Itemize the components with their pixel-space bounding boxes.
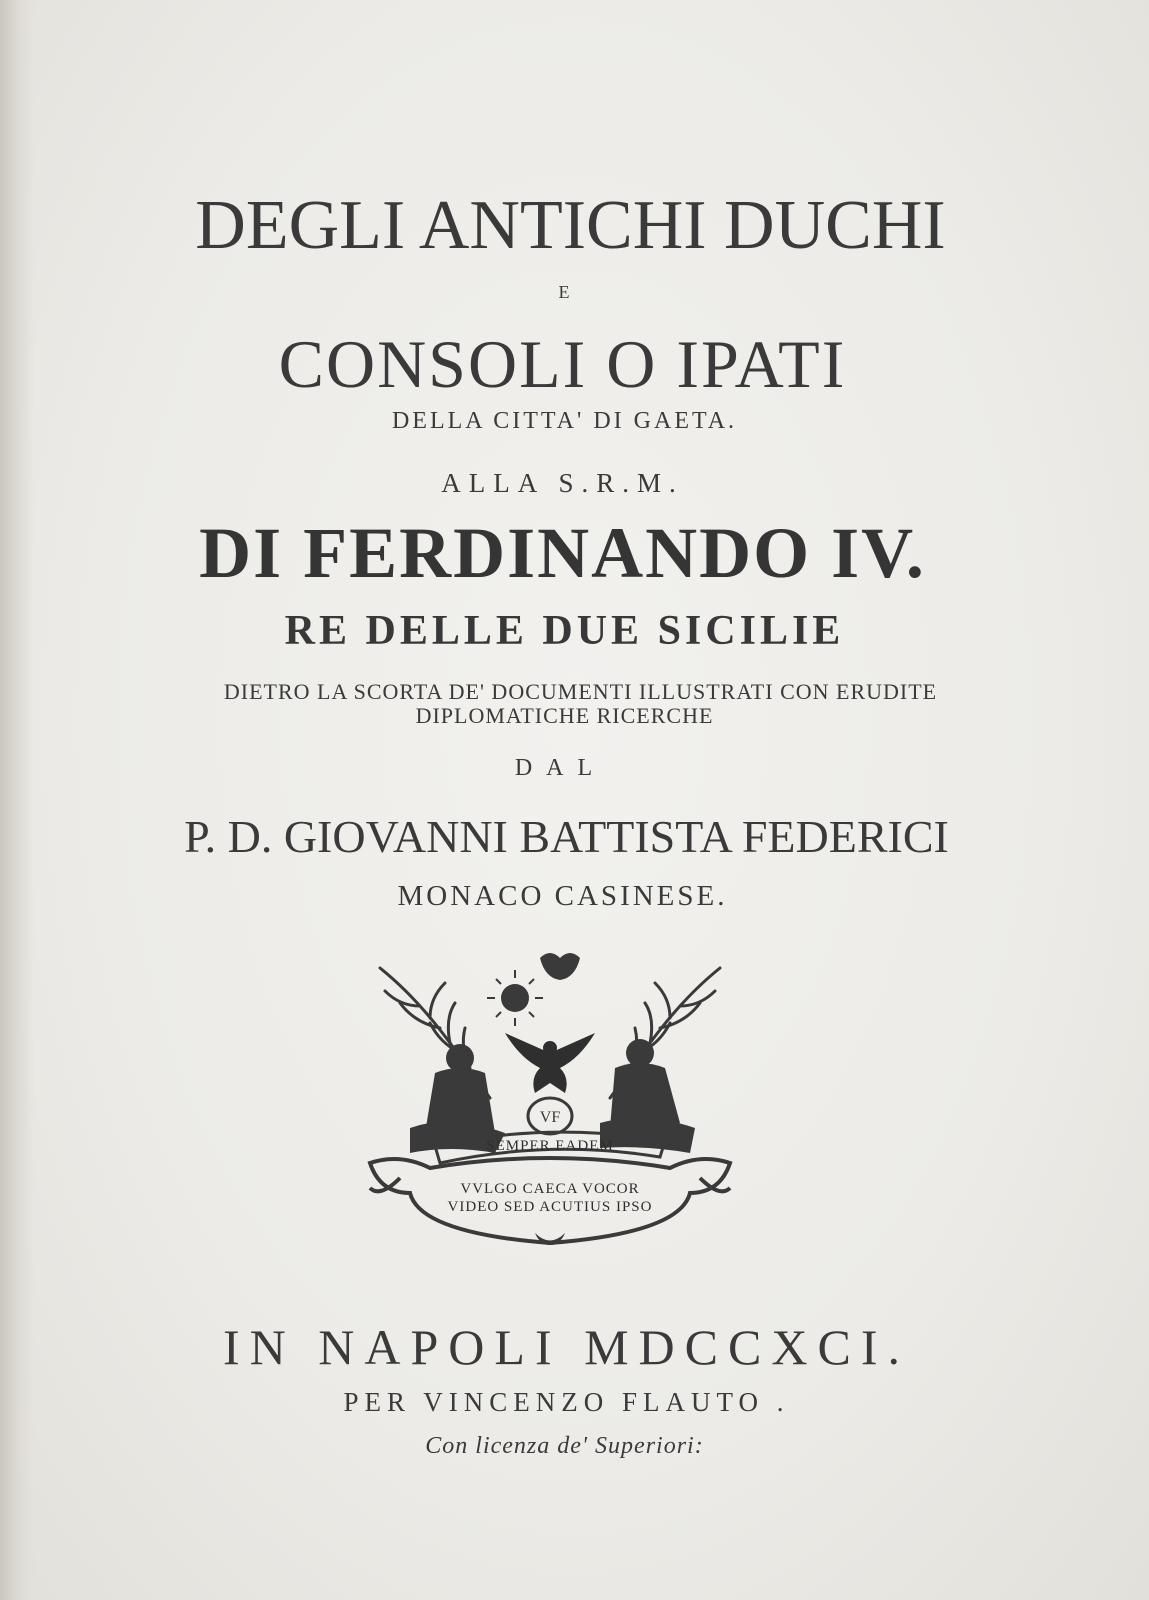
dedication-line: ALLA S.R.M. bbox=[441, 468, 684, 498]
sun-icon bbox=[487, 970, 543, 1026]
king-title: RE DELLE DUE SICILIE bbox=[284, 608, 845, 654]
imprint-place-year: IN NAPOLI MDCCXCI. bbox=[223, 1319, 910, 1375]
king-name: DI FERDINANDO IV. bbox=[199, 513, 926, 593]
author-name: P. D. GIOVANNI BATTISTA FEDERICI bbox=[184, 811, 949, 862]
emblem-banner-text: SEMPER EADEM bbox=[486, 1138, 614, 1154]
title-line-1: DEGLI ANTICHI DUCHI bbox=[195, 187, 946, 264]
city-line: DELLA CITTA' DI GAETA. bbox=[391, 408, 738, 434]
emblem-motto-line-2: VIDEO SED ACUTIUS IPSO bbox=[447, 1199, 653, 1215]
eagle-icon bbox=[505, 1033, 595, 1093]
title-conjunction: E bbox=[558, 282, 571, 302]
author-role: MONACO CASINESE. bbox=[397, 880, 728, 912]
allegorical-figure-right bbox=[600, 1039, 695, 1153]
svg-text:VF: VF bbox=[539, 1109, 561, 1126]
printer-line: PER VINCENZO FLAUTO . bbox=[343, 1387, 790, 1417]
license-line: Con licenza de' Superiori: bbox=[425, 1433, 704, 1459]
emblem-motto-line-1: VVLGO CAECA VOCOR bbox=[460, 1181, 640, 1197]
subtitle-line-1: DIETRO LA SCORTA DE' DOCUMENTI ILLUSTRATI CON ERUDITE bbox=[223, 679, 938, 704]
by-line: DAL bbox=[514, 755, 607, 781]
printer-emblem-woodcut bbox=[340, 948, 760, 1248]
title-line-2: CONSOLI O IPATI bbox=[278, 326, 847, 402]
subtitle-line-2: DIPLOMATICHE RICERCHE bbox=[415, 703, 714, 728]
